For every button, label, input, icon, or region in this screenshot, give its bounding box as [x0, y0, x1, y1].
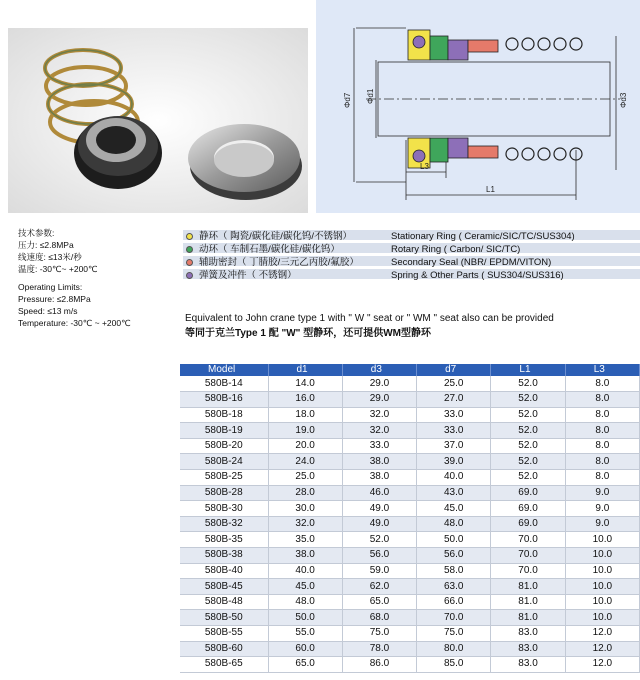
table-cell: 49.0: [342, 516, 416, 532]
dimensions-table: [180, 364, 640, 673]
label-l1: L1: [486, 185, 495, 194]
table-cell: 580B-28: [180, 485, 268, 501]
table-row: [180, 454, 640, 470]
table-cell: 10.0: [565, 610, 639, 626]
table-cell: 9.0: [565, 501, 639, 517]
table-cell: 52.0: [491, 407, 565, 423]
table-cell: 40.0: [417, 470, 491, 486]
bullet-icon: [186, 272, 193, 279]
product-photo: [8, 28, 308, 213]
header-d3: d3: [342, 364, 416, 376]
specs-en-pressure: Pressure: ≤2.8MPa: [18, 294, 91, 304]
table-cell: 580B-18: [180, 407, 268, 423]
table-cell: 32.0: [342, 423, 416, 439]
equivalent-en: Equivalent to John crane type 1 with " W " seat or " WM " seat also can be provided: [185, 313, 554, 324]
part-spring: [183, 269, 640, 282]
table-cell: 78.0: [342, 641, 416, 657]
table-cell: 52.0: [491, 392, 565, 408]
table-cell: 59.0: [342, 563, 416, 579]
table-cell: 45.0: [268, 579, 342, 595]
bullet-icon: [186, 246, 193, 253]
specs-english: [18, 281, 131, 329]
part-rotary-ring: [183, 243, 640, 256]
part-en: Rotary Ring ( Carbon/ SIC/TC): [391, 244, 521, 255]
label-d7: Φd7: [343, 92, 352, 108]
table-cell: 580B-40: [180, 563, 268, 579]
table-cell: 39.0: [417, 454, 491, 470]
table-row: [180, 579, 640, 595]
table-cell: 56.0: [342, 548, 416, 564]
table-cell: 63.0: [417, 579, 491, 595]
table-cell: 8.0: [565, 376, 639, 392]
table-cell: 580B-16: [180, 392, 268, 408]
table-cell: 50.0: [417, 532, 491, 548]
table-row: [180, 610, 640, 626]
table-cell: 24.0: [268, 454, 342, 470]
table-cell: 10.0: [565, 563, 639, 579]
table-cell: 580B-25: [180, 470, 268, 486]
table-cell: 38.0: [342, 454, 416, 470]
table-row: [180, 376, 640, 392]
part-en: Stationary Ring ( Ceramic/SIC/TC/SUS304): [391, 231, 575, 242]
table-cell: 52.0: [491, 376, 565, 392]
table-cell: 580B-30: [180, 501, 268, 517]
specs-en-title: Operating Limits:: [18, 282, 83, 292]
specs-chinese: [18, 227, 131, 275]
table-row: [180, 563, 640, 579]
table-cell: 8.0: [565, 438, 639, 454]
label-d3: Φd3: [619, 92, 628, 108]
table-cell: 9.0: [565, 516, 639, 532]
table-cell: 70.0: [491, 563, 565, 579]
table-cell: 70.0: [491, 532, 565, 548]
table-header-row: [180, 364, 640, 376]
table-cell: 29.0: [342, 376, 416, 392]
specs-en-speed: Speed: ≤13 m/s: [18, 306, 78, 316]
table-cell: 66.0: [417, 594, 491, 610]
table-cell: 580B-45: [180, 579, 268, 595]
part-cn: 动环（ 车制石墨/碳化硅/碳化钨）: [199, 244, 340, 255]
table-cell: 38.0: [342, 470, 416, 486]
table-cell: 9.0: [565, 485, 639, 501]
table-row: [180, 594, 640, 610]
table-cell: 55.0: [268, 626, 342, 642]
header-l1: L1: [491, 364, 565, 376]
table-cell: 580B-14: [180, 376, 268, 392]
table-cell: 32.0: [342, 407, 416, 423]
table-cell: 27.0: [417, 392, 491, 408]
specs-cn-temp: 温度: -30℃~ +200℃: [18, 264, 98, 274]
table-cell: 43.0: [417, 485, 491, 501]
table-cell: 81.0: [491, 594, 565, 610]
table-cell: 48.0: [268, 594, 342, 610]
table-cell: 83.0: [491, 641, 565, 657]
specs-en-temp: Temperature: -30℃ ~ +200℃: [18, 318, 131, 328]
table-cell: 33.0: [417, 407, 491, 423]
table-cell: 25.0: [268, 470, 342, 486]
table-cell: 58.0: [417, 563, 491, 579]
label-d1: Φd1: [366, 88, 375, 104]
label-l3: L3: [420, 162, 429, 171]
table-row: [180, 470, 640, 486]
table-cell: 580B-20: [180, 438, 268, 454]
table-cell: 8.0: [565, 407, 639, 423]
table-cell: 50.0: [268, 610, 342, 626]
table-cell: 580B-38: [180, 548, 268, 564]
part-cn: 静环（ 陶瓷/碳化硅/碳化钨/不锈钢）: [199, 231, 353, 242]
table-cell: 28.0: [268, 485, 342, 501]
table-cell: 8.0: [565, 454, 639, 470]
table-cell: 32.0: [268, 516, 342, 532]
table-cell: 65.0: [342, 594, 416, 610]
table-row: [180, 548, 640, 564]
table-cell: 14.0: [268, 376, 342, 392]
table-cell: 52.0: [491, 423, 565, 439]
technical-drawing: [316, 0, 640, 213]
table-cell: 83.0: [491, 626, 565, 642]
part-en: Secondary Seal (NBR/ EPDM/VITON): [391, 257, 552, 268]
table-cell: 81.0: [491, 610, 565, 626]
header-l3: L3: [565, 364, 639, 376]
table-cell: 85.0: [417, 657, 491, 673]
table-cell: 580B-50: [180, 610, 268, 626]
seal-section-upper: [408, 30, 582, 60]
table-cell: 18.0: [268, 407, 342, 423]
table-cell: 580B-32: [180, 516, 268, 532]
table-cell: 52.0: [491, 470, 565, 486]
part-stationary-ring: [183, 230, 640, 243]
table-cell: 25.0: [417, 376, 491, 392]
table-cell: 70.0: [491, 548, 565, 564]
table-cell: 80.0: [417, 641, 491, 657]
table-cell: 580B-19: [180, 423, 268, 439]
table-cell: 580B-24: [180, 454, 268, 470]
table-cell: 75.0: [342, 626, 416, 642]
table-row: [180, 423, 640, 439]
table-cell: 65.0: [268, 657, 342, 673]
table-cell: 60.0: [268, 641, 342, 657]
table-cell: 30.0: [268, 501, 342, 517]
table-cell: 12.0: [565, 657, 639, 673]
table-cell: 52.0: [342, 532, 416, 548]
specs-cn-speed: 线速度: ≤13米/秒: [18, 252, 82, 262]
table-cell: 20.0: [268, 438, 342, 454]
table-cell: 35.0: [268, 532, 342, 548]
stationary-ring: [188, 124, 302, 200]
bullet-icon: [186, 233, 193, 240]
table-row: [180, 657, 640, 673]
table-cell: 48.0: [417, 516, 491, 532]
table-cell: 56.0: [417, 548, 491, 564]
equivalent-cn: 等同于克兰Type 1 配 "W" 型静环，还可提供WM型静环: [185, 328, 431, 339]
table-cell: 86.0: [342, 657, 416, 673]
table-cell: 10.0: [565, 548, 639, 564]
table-cell: 46.0: [342, 485, 416, 501]
table-cell: 69.0: [491, 516, 565, 532]
seal-section-lower: [408, 138, 582, 168]
bullet-icon: [186, 259, 193, 266]
part-secondary-seal: [183, 256, 640, 269]
table-cell: 69.0: [491, 501, 565, 517]
seal-cross-section: [316, 0, 640, 213]
seal-photo-illustration: [8, 28, 308, 213]
table-cell: 68.0: [342, 610, 416, 626]
table-row: [180, 626, 640, 642]
table-cell: 37.0: [417, 438, 491, 454]
table-cell: 580B-65: [180, 657, 268, 673]
table-cell: 62.0: [342, 579, 416, 595]
table-row: [180, 438, 640, 454]
table-cell: 83.0: [491, 657, 565, 673]
operating-specs: [18, 227, 131, 335]
table-cell: 8.0: [565, 470, 639, 486]
table-row: [180, 485, 640, 501]
table-cell: 38.0: [268, 548, 342, 564]
table-row: [180, 501, 640, 517]
table-cell: 580B-48: [180, 594, 268, 610]
materials-list: [183, 230, 640, 302]
table-cell: 40.0: [268, 563, 342, 579]
table-cell: 10.0: [565, 594, 639, 610]
table-row: [180, 516, 640, 532]
table-cell: 52.0: [491, 438, 565, 454]
table-cell: 16.0: [268, 392, 342, 408]
header-model: Model: [180, 364, 268, 376]
table-cell: 580B-55: [180, 626, 268, 642]
table-row: [180, 392, 640, 408]
part-en: Spring & Other Parts ( SUS304/SUS316): [391, 270, 564, 281]
table-cell: 33.0: [342, 438, 416, 454]
table-cell: 580B-35: [180, 532, 268, 548]
specs-cn-pressure: 压力: ≤2.8MPa: [18, 240, 74, 250]
table-cell: 29.0: [342, 392, 416, 408]
table-cell: 33.0: [417, 423, 491, 439]
table-cell: 12.0: [565, 641, 639, 657]
table-cell: 10.0: [565, 532, 639, 548]
table-row: [180, 407, 640, 423]
table-row: [180, 532, 640, 548]
part-cn: 辅助密封（ 丁腈胶/三元乙丙胶/氟胶）: [199, 257, 359, 268]
table-cell: 10.0: [565, 579, 639, 595]
header-d7: d7: [417, 364, 491, 376]
equivalent-note: [185, 311, 554, 341]
table-cell: 8.0: [565, 392, 639, 408]
table-cell: 8.0: [565, 423, 639, 439]
table-cell: 75.0: [417, 626, 491, 642]
table-cell: 12.0: [565, 626, 639, 642]
table-cell: 52.0: [491, 454, 565, 470]
table-cell: 580B-60: [180, 641, 268, 657]
table-cell: 19.0: [268, 423, 342, 439]
table-cell: 45.0: [417, 501, 491, 517]
table-cell: 81.0: [491, 579, 565, 595]
table-cell: 69.0: [491, 485, 565, 501]
table-row: [180, 641, 640, 657]
specs-cn-title: 技术参数:: [18, 228, 55, 238]
table-cell: 70.0: [417, 610, 491, 626]
table-cell: 49.0: [342, 501, 416, 517]
part-cn: 弹簧及冲件（ 不锈钢）: [199, 270, 297, 281]
header-d1: d1: [268, 364, 342, 376]
